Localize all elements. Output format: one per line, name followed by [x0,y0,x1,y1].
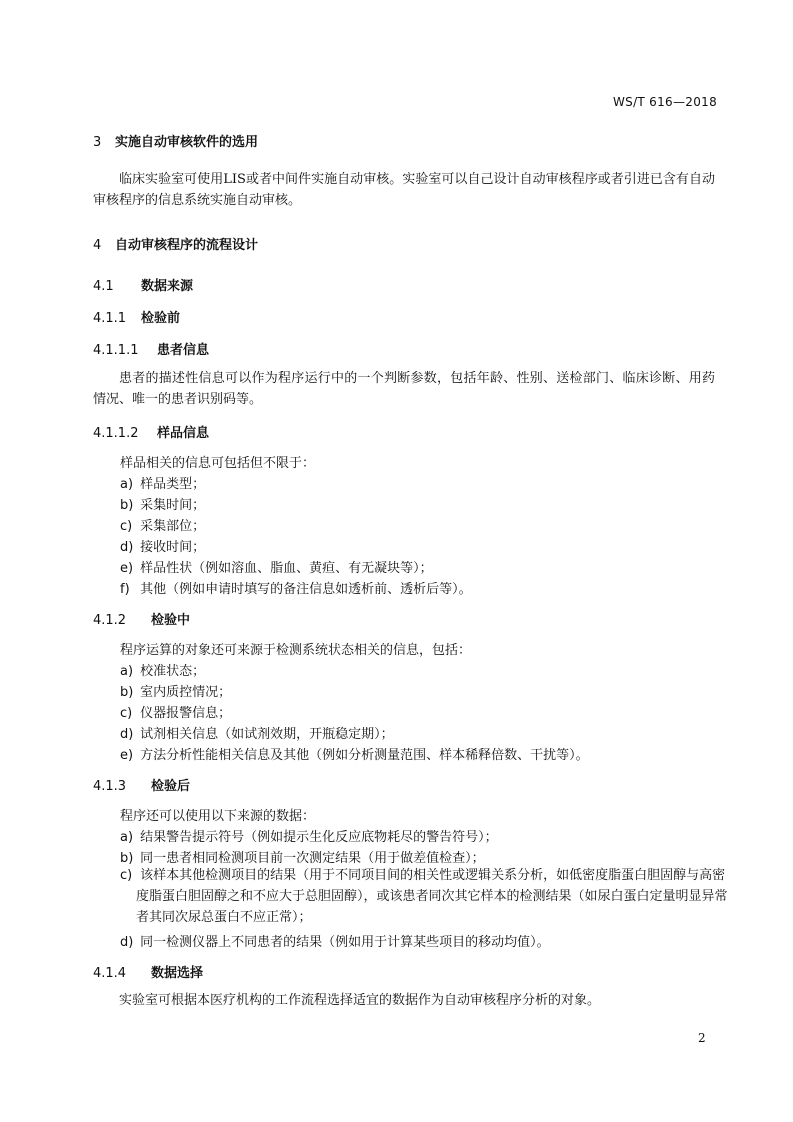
section-title: 检验后 [151,779,191,794]
list-item: a) 样品类型； [120,477,206,492]
list-item: a) 校准状态； [120,664,206,679]
section-3-body: 临床实验室可使用LIS或者中间件实施自动审核。实验室可以自己设计自动审核程序或者引进已含有自动审核程序的信息系统实施自动审核。 [93,172,715,208]
section-number: 4.1.2 [93,613,127,628]
section-3-heading [93,131,258,150]
section-title: 数据选择 [151,966,204,981]
list-item: d) 接收时间； [120,540,206,555]
section-4-1-1-2-intro: 样品相关的信息可包括但不限于： [120,456,316,471]
section-4-1-4-heading [93,962,203,981]
list-item: c) 仪器报警信息； [120,706,232,721]
section-4-1-3-intro: 程序还可以使用以下来源的数据： [120,809,316,824]
list-item: b) 同一患者相同检测项目前一次测定结果（用于做差值检查）； [120,851,485,866]
section-number: 4 [93,238,102,253]
section-number: 4.1.1.2 [93,426,139,441]
list-item: b) 室内质控情况； [120,685,232,700]
section-4-1-3-heading [93,775,190,794]
list-item: c) 采集部位； [120,519,206,534]
section-number: 4.1.1 [93,311,127,326]
section-number: 4.1.1.1 [93,343,139,358]
section-title: 检验中 [151,613,191,628]
section-number: 3 [93,135,102,150]
section-title: 患者信息 [157,343,210,358]
section-4-1-1-2-heading [93,422,209,441]
section-4-1-heading [93,275,193,294]
section-title: 实施自动审核软件的选用 [115,135,259,150]
section-title: 数据来源 [141,279,194,294]
section-4-1-1-heading [93,307,180,326]
section-4-heading [93,234,258,253]
section-4-1-2-intro: 程序运算的对象还可来源于检测系统状态相关的信息，包括： [120,643,472,658]
section-4-1-4-body: 实验室可根据本医疗机构的工作流程选择适宜的数据作为自动审核程序分析的对象。 [119,993,601,1008]
page-number: 2 [698,1031,706,1045]
section-title: 样品信息 [157,426,210,441]
section-4-1-1-1-heading [93,339,209,358]
section-number: 4.1.4 [93,966,127,981]
list-item: e) 样品性状（例如溶血、脂血、黄疸、有无凝块等）； [120,561,433,576]
section-number: 4.1 [93,279,114,294]
section-4-1-1-1-body: 患者的描述性信息可以作为程序运行中的一个判断参数，包括年龄、性别、送检部门、临床诊断、用药情况、唯一的患者识别码等。 [93,371,715,407]
section-number: 4.1.3 [93,779,127,794]
list-item: b) 采集时间； [120,498,206,513]
list-item: e) 方法分析性能相关信息及其他（例如分析测量范围、样本稀释倍数、干扰等）。 [120,748,589,763]
list-item: d) 试剂相关信息（如试剂效期，开瓶稳定期）； [120,727,394,742]
standard-code: WS/T 616—2018 [612,95,717,109]
list-item: a) 结果警告提示符号（例如提示生化反应底物耗尽的警告符号）； [120,830,498,845]
list-item: f) 其他（例如申请时填写的备注信息如透析前、透析后等）。 [120,582,472,597]
list-item: d) 同一检测仪器上不同患者的结果（例如用于计算某些项目的移动均值）。 [120,935,550,950]
list-item: c) 该样本其他检测项目的结果（用于不同项目间的相关性或逻辑关系分析，如低密度脂蛋白胆固醇与高密度脂蛋白胆固醇之和不应大于总胆固醇），或该患者同次其它样本的检测结果（如尿白蛋白定量明显异常者其同次尿总蛋白不应正常）； [120,868,728,925]
section-title: 自动审核程序的流程设计 [115,238,259,253]
section-4-1-2-heading [93,609,190,628]
section-title: 检验前 [141,311,181,326]
